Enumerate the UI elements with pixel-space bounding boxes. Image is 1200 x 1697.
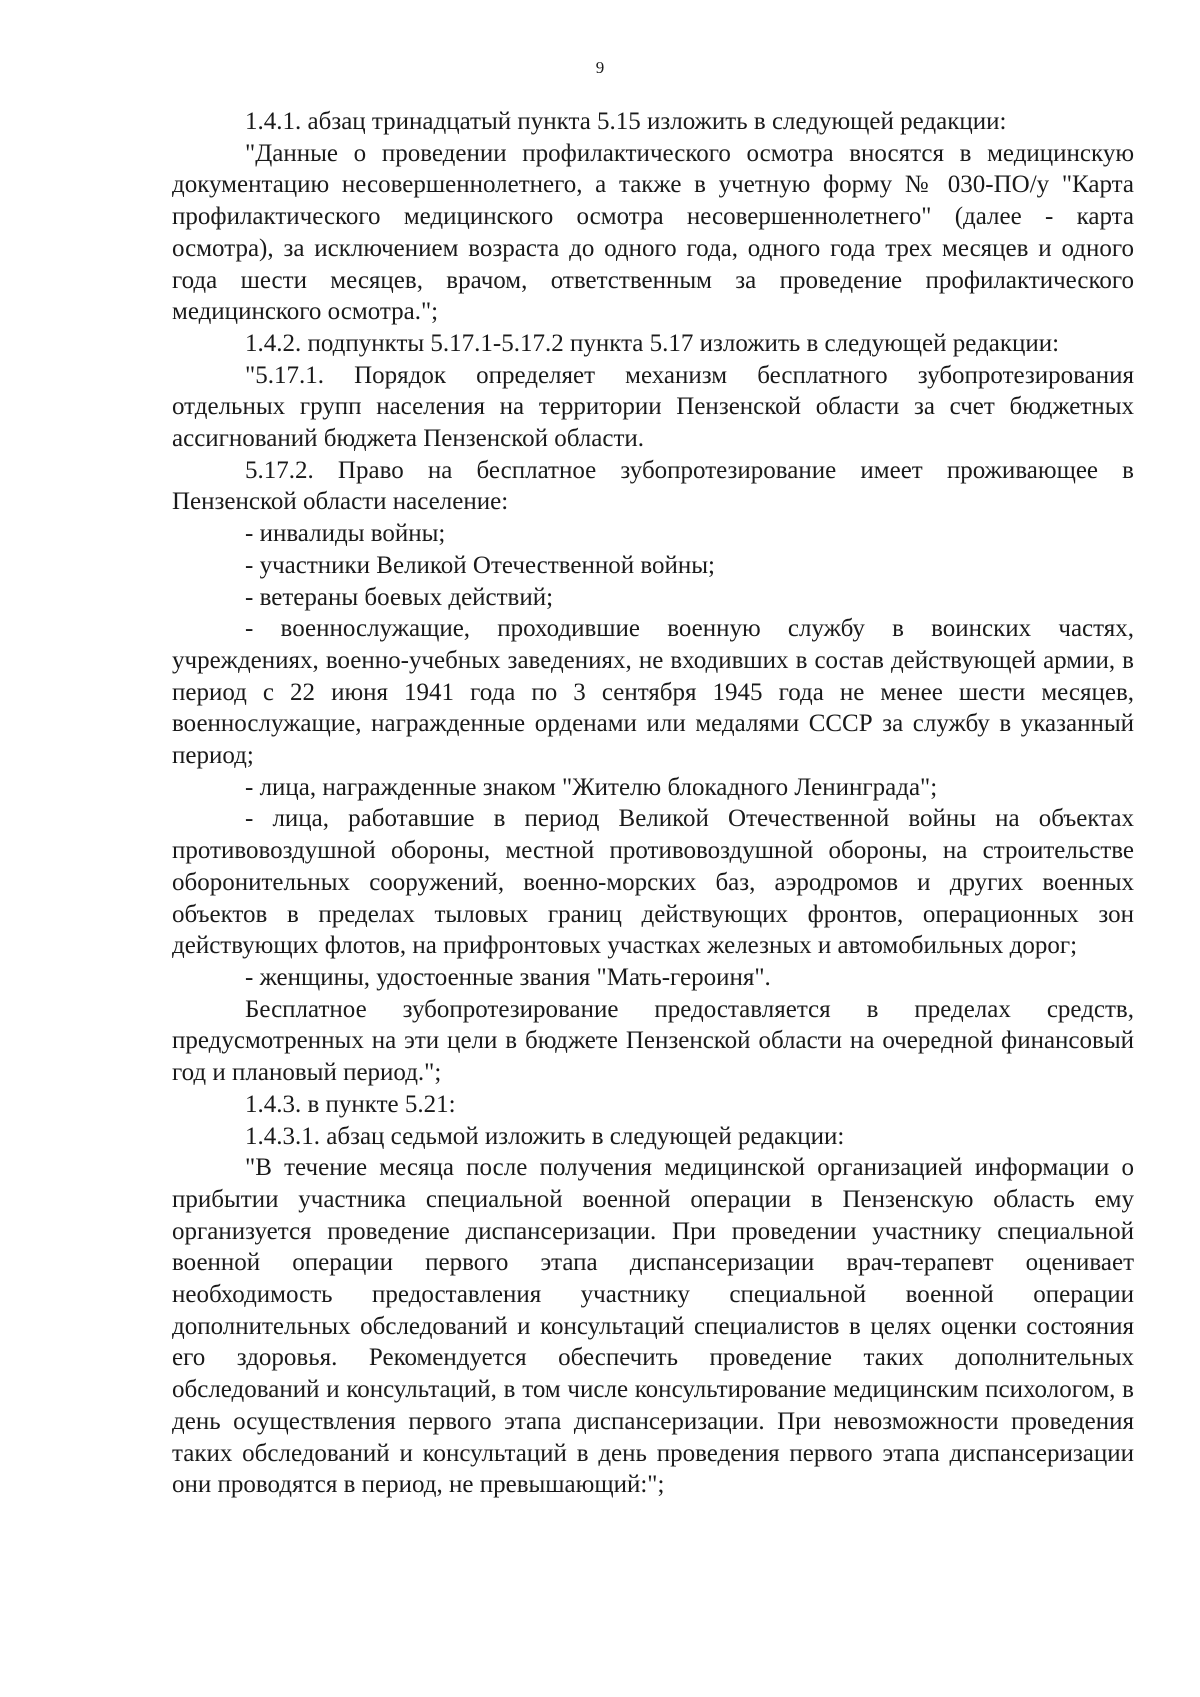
paragraph-1-4-3-1: 1.4.3.1. абзац седьмой изложить в следующей редакции:	[245, 1122, 845, 1150]
paragraph-free-prosthetics-funding: Бесплатное зубопротезирование предоставляется в пределах средств, предусмотренных на эти цели в бюджете Пензенской области на очередной финансовый год и плановый период.";	[172, 995, 1134, 1087]
list-item-mother-heroine: - женщины, удостоенные звания "Мать-героиня".	[245, 963, 771, 991]
page-number: 9	[595, 58, 605, 77]
paragraph-1-4-3: 1.4.3. в пункте 5.21:	[245, 1090, 456, 1118]
paragraph-quote-examination-data: "Данные о проведении профилактического осмотра вносятся в медицинскую документацию несовершеннолетнего, а также в учетную форму № 030-ПО/у "Карта профилактического медицинского осмотра несовершеннолетнего" (далее - карта осмотра), за исключением возраста до одного года, одного года трех месяцев и одного года шести месяцев, врачом, ответственным за проведение профилактического медицинского осмотра.";	[172, 139, 1134, 326]
list-item-blockade-residents: - лица, награжденные знаком "Жителю блокадного Ленинграда";	[245, 773, 938, 801]
list-item-war-participants: - участники Великой Отечественной войны;	[245, 551, 715, 579]
paragraph-1-4-2: 1.4.2. подпункты 5.17.1-5.17.2 пункта 5.17 изложить в следующей редакции:	[245, 329, 1060, 357]
paragraph-5-17-2: 5.17.2. Право на бесплатное зубопротезирование имеет проживающее в Пензенской области население:	[172, 456, 1134, 516]
list-item-air-defense-workers: - лица, работавшие в период Великой Отечественной войны на объектах противовоздушной обороны, местной противовоздушной обороны, на строительстве оборонительных сооружений, военно-морских баз, аэродромов и других военных объектов в пределах тыловых границ действующих фронтов, операционных зон действующих флотов, на прифронтовых участках железных и автомобильных дорог;	[172, 805, 1134, 960]
list-item-servicemen: - военнослужащие, проходившие военную службу в воинских частях, учреждениях, военно-учебных заведениях, не входивших в состав действующей армии, в период с 22 июня 1941 года по 3 сентября 1945 года не менее шести месяцев, военнослужащие, награжденные орденами или медалями СССР за службу в указанный период;	[172, 615, 1134, 770]
list-item-combat-veterans: - ветераны боевых действий;	[245, 583, 554, 611]
list-item-war-invalids: - инвалиды войны;	[245, 520, 446, 548]
paragraph-5-17-1: "5.17.1. Порядок определяет механизм бесплатного зубопротезирования отдельных групп населения на территории Пензенской области за счет бюджетных ассигнований бюджета Пензенской области.	[172, 361, 1134, 453]
paragraph-quote-svo-dispensary: "В течение месяца после получения медицинской организацией информации о прибытии участника специальной военной операции в Пензенскую область ему организуется проведение диспансеризации. При проведении участнику специальной военной операции первого этапа диспансеризации врач-терапевт оценивает необходимость предоставления участнику специальной военной операции дополнительных обследований и консультаций специалистов в целях оценки состояния его здоровья. Рекомендуется обеспечить проведение таких дополнительных обследований и консультаций, в том числе консультирование медицинским психологом, в день осуществления первого этапа диспансеризации. При невозможности проведения таких обследований и консультаций в день проведения первого этапа диспансеризации они проводятся в период, не превышающий:";	[172, 1154, 1134, 1499]
document-body	[172, 106, 1134, 1501]
paragraph-1-4-1: 1.4.1. абзац тринадцатый пункта 5.15 изложить в следующей редакции:	[245, 108, 1007, 135]
